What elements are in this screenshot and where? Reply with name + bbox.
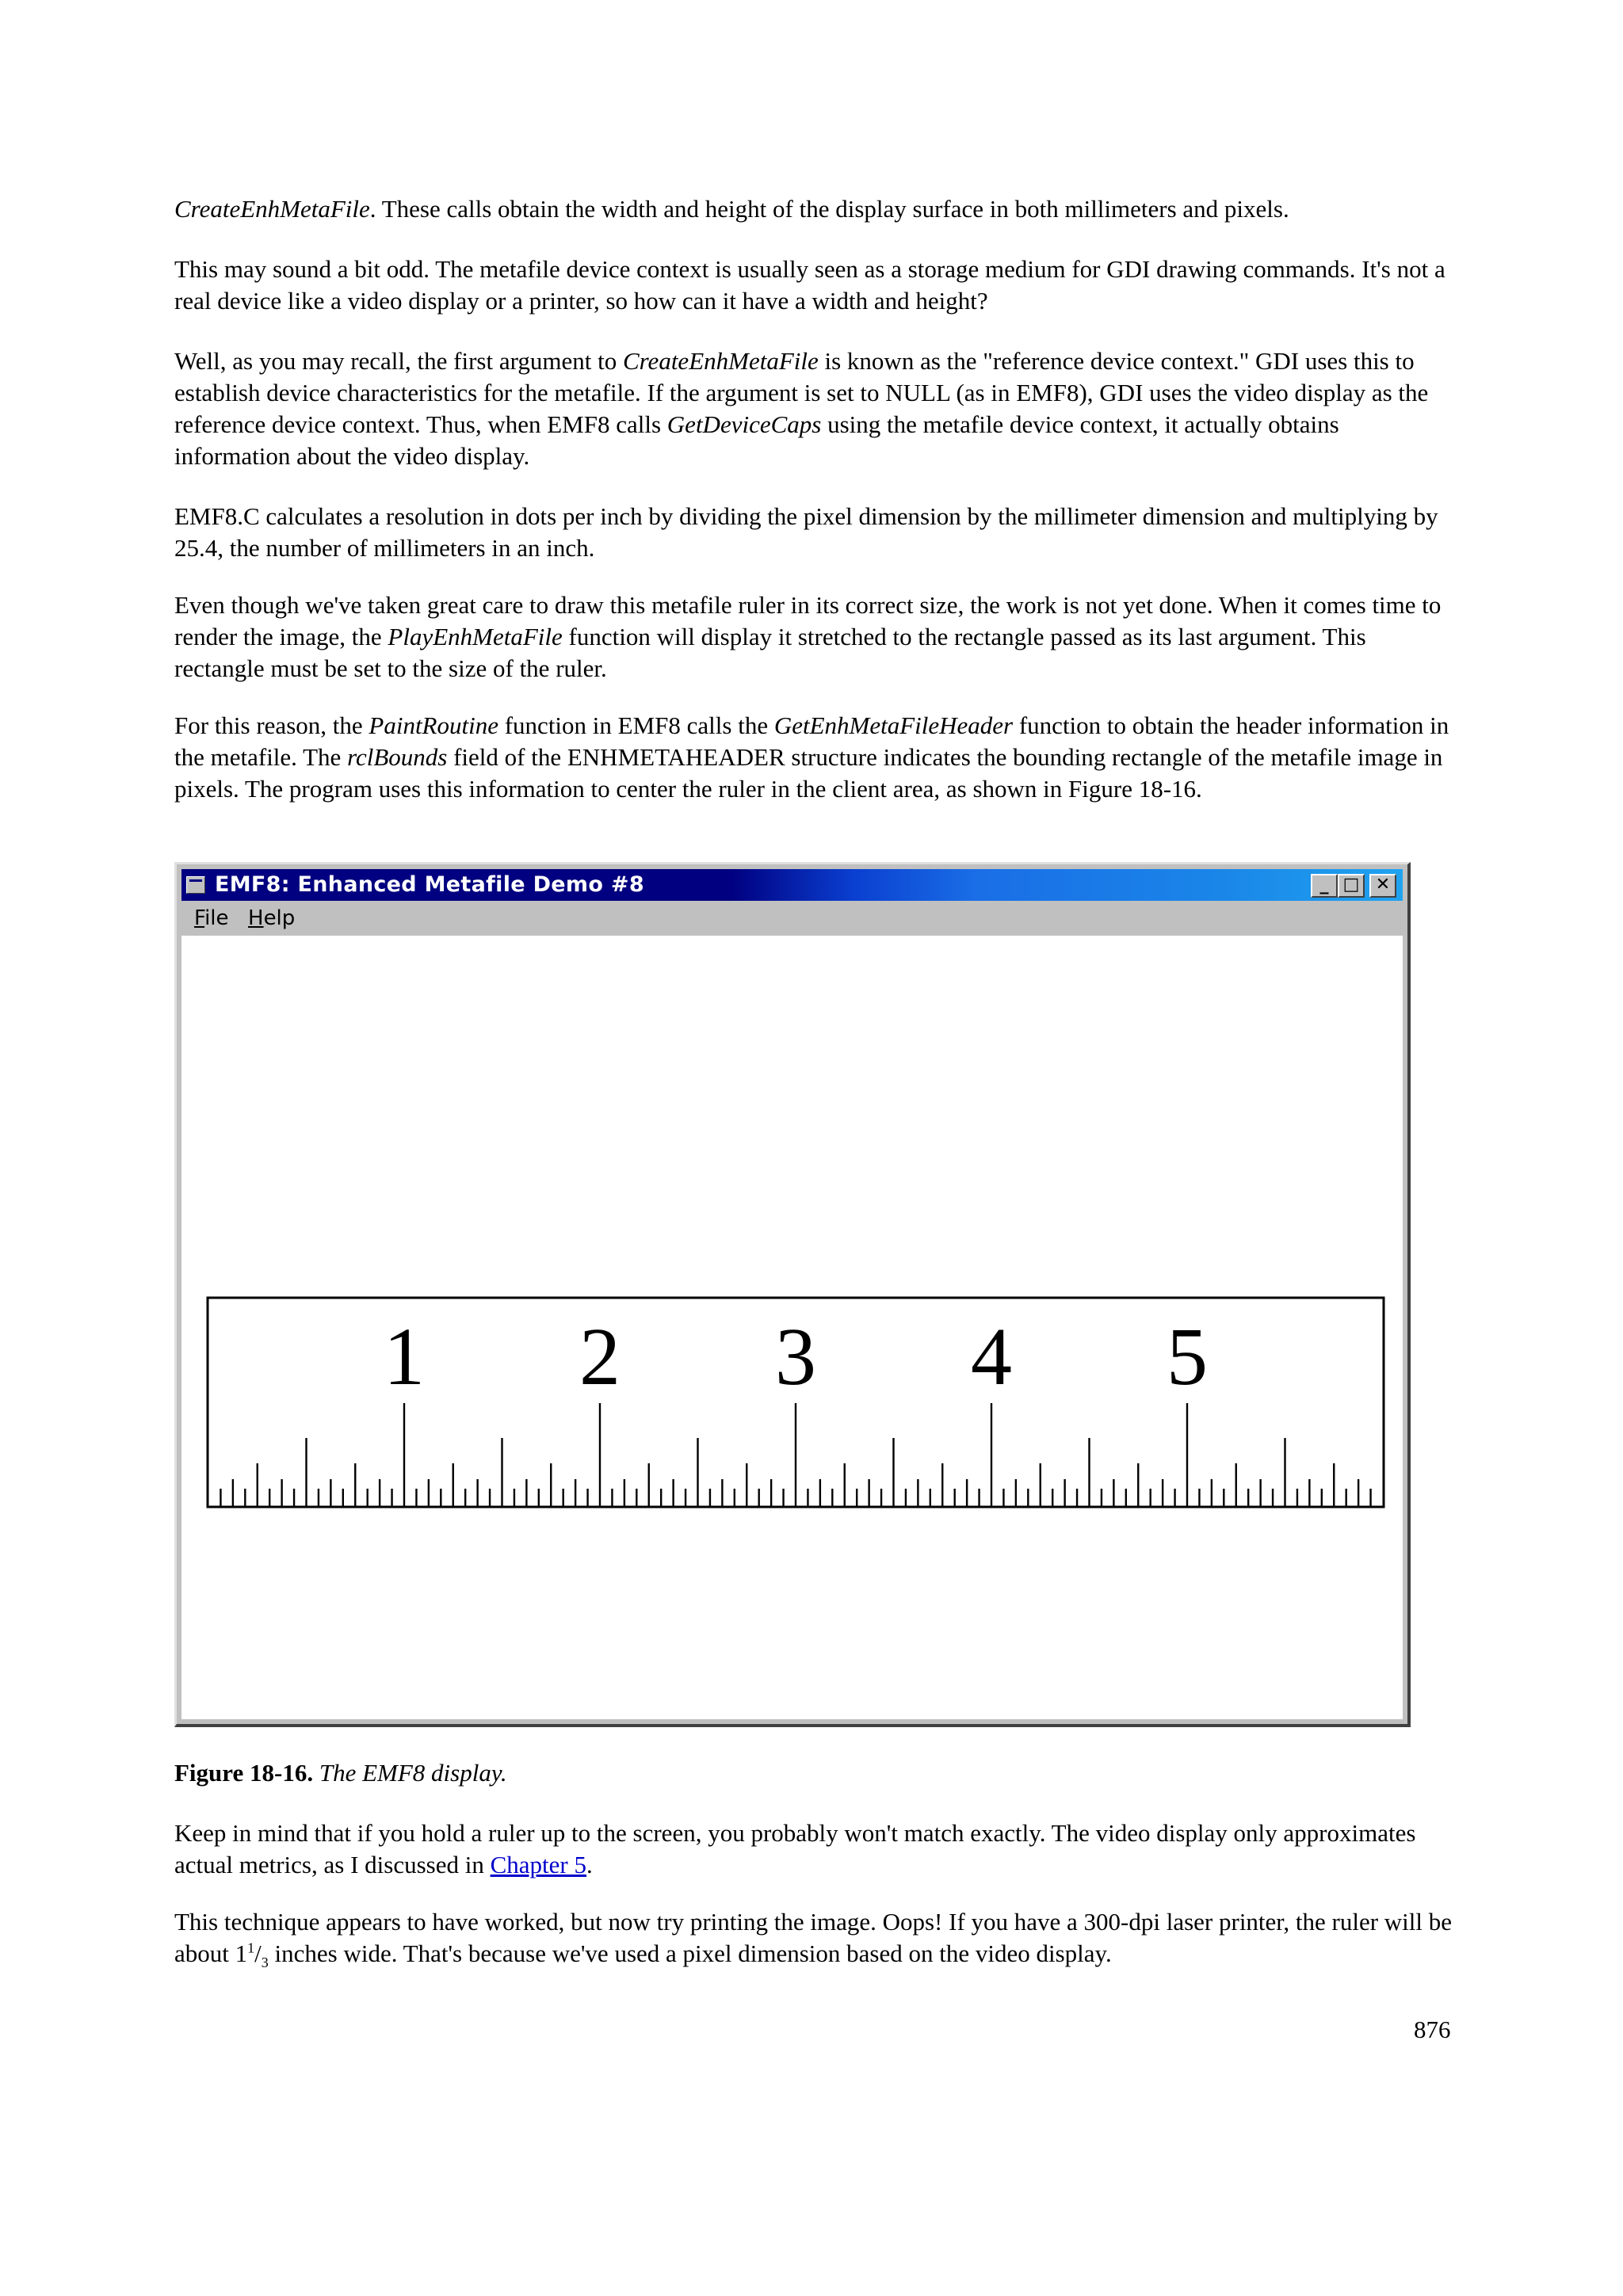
menu-help-rest: elp	[263, 906, 296, 930]
text-run: GetDeviceCaps	[666, 410, 822, 438]
ruler-numbers	[384, 1311, 1208, 1402]
text-run: EMF8.C calculates a resolution in dots per inch by dividing the pixel dimension by the millimeter dimension and multiplying by 25.4, the number of millimeters in an inch.	[174, 502, 1438, 562]
paragraph-6	[174, 710, 1458, 805]
text-run: field of the ENHMETAHEADER structure indicates the bounding rectangle of the metafile image in pixels. The program uses this information to center the ruler in the client area, as shown in Figure 18-16.	[174, 743, 1443, 803]
figure-caption-text: The EMF8 display.	[319, 1759, 507, 1787]
ruler-number: 1	[384, 1311, 425, 1402]
app-icon[interactable]	[186, 876, 205, 894]
ruler-number: 2	[579, 1311, 621, 1402]
menu-file-mnemonic: F	[194, 906, 205, 930]
paragraph-2	[174, 254, 1458, 317]
text-run: CreateEnhMetaFile	[622, 347, 819, 375]
menu-file-rest: ile	[204, 906, 229, 930]
minimize-button[interactable]: _	[1311, 874, 1338, 898]
text-run: PaintRoutine	[369, 711, 498, 739]
title-bar[interactable]	[181, 869, 1403, 901]
menu-file[interactable]	[188, 904, 235, 933]
menu-bar	[181, 904, 1403, 933]
text-run: For this reason, the	[174, 711, 369, 739]
text-run: using the metafile device context, it actually obtains information about the video display.	[174, 410, 1339, 470]
maximize-button[interactable]: □	[1338, 874, 1365, 898]
figure-caption	[174, 1757, 507, 1789]
text-run: CreateEnhMetaFile	[174, 195, 370, 223]
text-run: rclBounds	[347, 743, 448, 771]
text-run: function to obtain the header information in the metafile. The	[174, 711, 1449, 771]
ruler-number: 3	[775, 1311, 816, 1402]
text-run: inches wide. That's because we've used a pixel dimension based on the video display.	[268, 1939, 1112, 1967]
paragraph-7	[174, 1817, 1458, 1881]
text-run: 1	[247, 1939, 255, 1956]
text-run: This technique appears to have worked, but now try printing the image. Oops! If you have a 300-dpi laser printer, the ruler will be about 1	[174, 1908, 1453, 1967]
window-title: EMF8: Enhanced Metafile Demo #8	[215, 872, 644, 897]
text-run: is known as the "reference device context." GDI uses this to establish device characteristics for the metafile. If the argument is set to NULL (as in EMF8), GDI uses the video display as the reference device context. Thus, when EMF8 calls	[174, 347, 1429, 438]
ruler-number: 5	[1167, 1311, 1208, 1402]
text-run: This may sound a bit odd. The metafile device context is usually seen as a storage medium for GDI drawing commands. It's not a real device like a video display or a printer, so how can it have a width and height?	[174, 255, 1445, 315]
figure-label: Figure 18-16.	[174, 1759, 314, 1787]
text-run: Well, as you may recall, the first argument to	[174, 347, 623, 375]
ruler	[207, 1297, 1384, 1508]
text-run: .	[586, 1851, 593, 1878]
text-run: Even though we've taken great care to draw this metafile ruler in its correct size, the work is not yet done. When it comes time to render the image, the	[174, 591, 1442, 650]
chapter-link[interactable]: Chapter 5	[490, 1851, 586, 1878]
text-run: function in EMF8 calls the	[498, 711, 774, 739]
text-run: Keep in mind that if you hold a ruler up to the screen, you probably won't match exactly. The video display only approximates actual metrics, as I discussed in	[174, 1819, 1416, 1878]
page-number: 876	[1414, 2016, 1451, 2043]
text-run: 3	[261, 1955, 269, 1971]
text-run: GetEnhMetaFileHeader	[773, 711, 1014, 739]
ruler-ticks	[220, 1403, 1370, 1506]
emf8-window	[174, 862, 1411, 1727]
paragraph-4	[174, 501, 1458, 564]
menu-help-mnemonic: H	[248, 906, 264, 930]
paragraph-8	[174, 1906, 1458, 1970]
paragraph-5	[174, 589, 1458, 685]
text-run: . These calls obtain the width and height of the display surface in both millimeters and pixels.	[369, 195, 1289, 223]
text-run: function will display it stretched to the rectangle passed as its last argument. This rectangle must be set to the size of the ruler.	[174, 623, 1366, 682]
ruler-number: 4	[971, 1311, 1012, 1402]
client-area[interactable]	[181, 936, 1403, 1719]
close-button[interactable]: ✕	[1369, 874, 1396, 898]
paragraph-3	[174, 345, 1458, 472]
text-run: /	[254, 1939, 262, 1967]
paragraph-1	[174, 193, 1289, 225]
text-run: PlayEnhMetaFile	[388, 623, 563, 650]
menu-help[interactable]	[242, 904, 301, 933]
